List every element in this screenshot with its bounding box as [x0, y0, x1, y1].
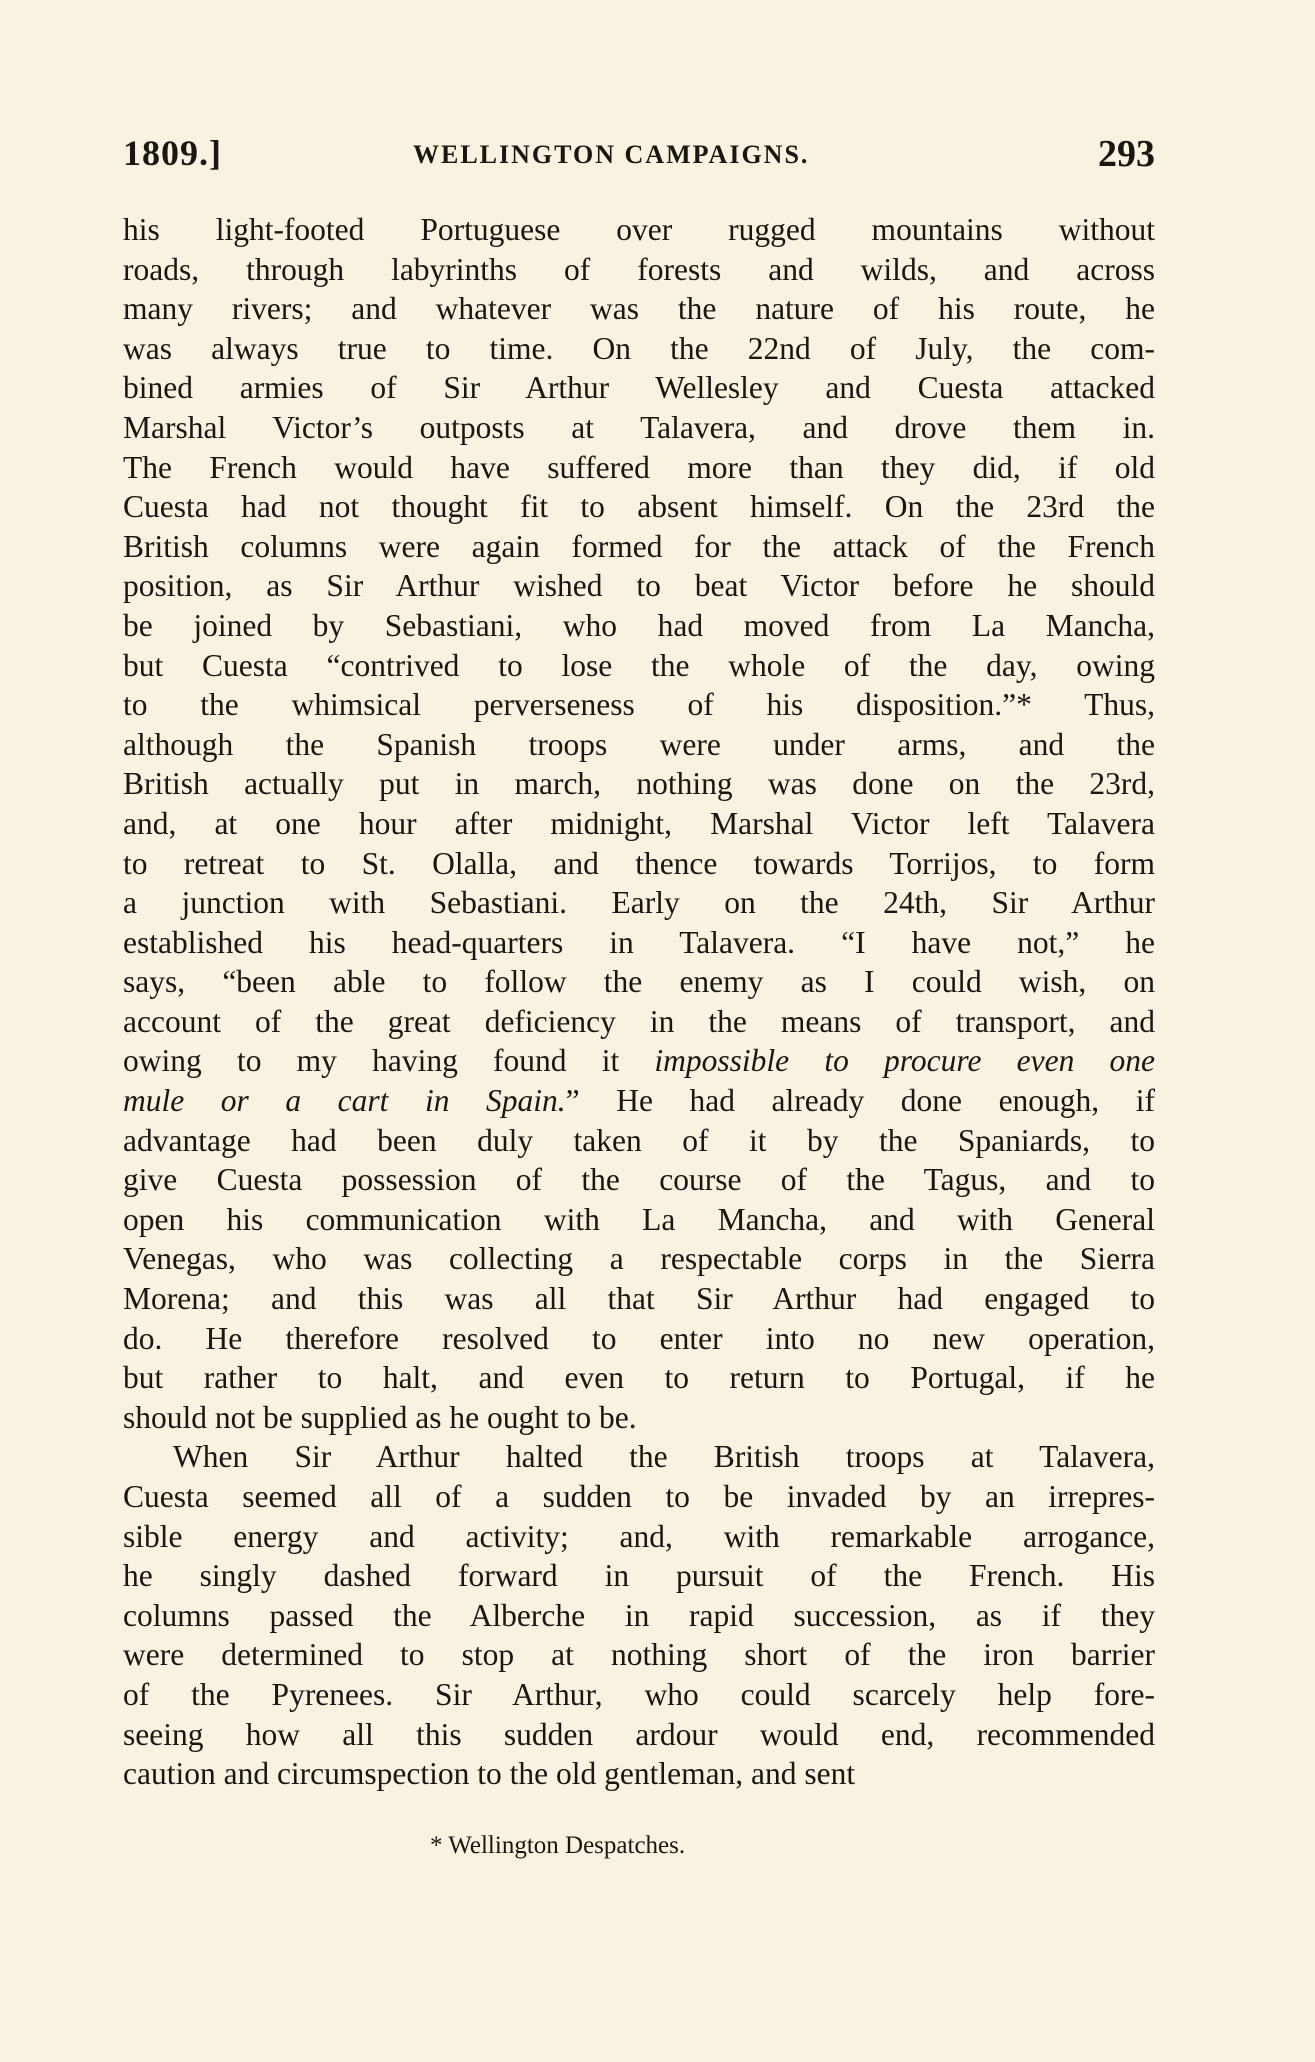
- text-line: Morena; and this was all that Sir Arthur had engaged to: [123, 1281, 1155, 1317]
- text-line: British columns were again formed for the attack of the French: [123, 528, 1155, 564]
- text-line: established his head-quarters in Talavera. “I have not,” he: [123, 924, 1155, 960]
- text-line: owing to my having found it impossible to procure even one: [123, 1043, 1156, 1079]
- text-line: give Cuesta possession of the course of the Tagus, and to: [123, 1162, 1155, 1198]
- text-line: were determined to stop at nothing short of the iron barrier: [123, 1637, 1155, 1673]
- text-line: and, at one hour after midnight, Marshal Victor left Talavera: [123, 805, 1155, 841]
- text-line: Cuesta had not thought fit to absent himself. On the 23rd the: [123, 489, 1155, 525]
- text-line: position, as Sir Arthur wished to beat Victor before he should: [123, 568, 1155, 604]
- text-line: account of the great deficiency in the means of transport, and: [123, 1003, 1155, 1039]
- text-line: should not be supplied as he ought to be.: [123, 1399, 637, 1435]
- footnote: * Wellington Despatches.: [430, 1832, 686, 1859]
- text-line: he singly dashed forward in pursuit of the French. His: [123, 1558, 1155, 1594]
- page-number: 293: [1098, 133, 1155, 175]
- text-line: was always true to time. On the 22nd of July, the com-: [123, 330, 1155, 366]
- text-line: his light-footed Portuguese over rugged mountains without: [123, 212, 1155, 247]
- header-year: 1809.]: [123, 133, 222, 173]
- text-line: many rivers; and whatever was the nature of his route, he: [123, 291, 1155, 327]
- text-line: to the whimsical perverseness of his disposition.”* Thus,: [123, 687, 1155, 723]
- body-text: [123, 210, 1155, 1794]
- text-line: be joined by Sebastiani, who had moved from La Mancha,: [123, 607, 1155, 643]
- running-head: [123, 132, 1155, 182]
- header-title: WELLINGTON CAMPAIGNS.: [413, 140, 810, 169]
- text-line: Marshal Victor’s outposts at Talavera, and drove them in.: [123, 409, 1155, 445]
- text-line: When Sir Arthur halted the British troops at Talavera,: [173, 1439, 1155, 1475]
- text-line: seeing how all this sudden ardour would end, recommended: [123, 1716, 1155, 1752]
- text-line: do. He therefore resolved to enter into no new operation,: [123, 1320, 1155, 1356]
- text-line: Venegas, who was collecting a respectable corps in the Sierra: [123, 1241, 1155, 1277]
- text-line: bined armies of Sir Arthur Wellesley and Cuesta attacked: [123, 370, 1155, 406]
- text-line: sible energy and activity; and, with remarkable arrogance,: [123, 1518, 1155, 1554]
- text-line: British actually put in march, nothing was done on the 23rd,: [123, 766, 1155, 802]
- text-line: columns passed the Alberche in rapid succession, as if they: [123, 1597, 1155, 1633]
- text-line: caution and circumspection to the old gentleman, and sent: [123, 1756, 856, 1792]
- text-line: although the Spanish troops were under arms, and the: [123, 726, 1155, 762]
- text-line: Cuesta seemed all of a sudden to be invaded by an irrepres-: [123, 1479, 1155, 1514]
- text-line: says, “been able to follow the enemy as I could wish, on: [123, 964, 1155, 1000]
- text-line: advantage had been duly taken of it by the Spaniards, to: [123, 1122, 1155, 1158]
- text-line: but rather to halt, and even to return to Portugal, if he: [123, 1360, 1155, 1396]
- text-line: of the Pyrenees. Sir Arthur, who could scarcely help fore-: [123, 1676, 1155, 1712]
- text-line: open his communication with La Mancha, and with General: [123, 1201, 1155, 1237]
- text-line: roads, through labyrinths of forests and wilds, and across: [123, 251, 1155, 287]
- text-line: but Cuesta “contrived to lose the whole of the day, owing: [123, 647, 1155, 683]
- text-line: The French would have suffered more than they did, if old: [123, 449, 1155, 485]
- text-line: to retreat to St. Olalla, and thence towards Torrijos, to form: [123, 845, 1155, 881]
- text-line: mule or a cart in Spain.” He had already done enough, if: [123, 1083, 1155, 1119]
- text-line: a junction with Sebastiani. Early on the 24th, Sir Arthur: [123, 885, 1155, 921]
